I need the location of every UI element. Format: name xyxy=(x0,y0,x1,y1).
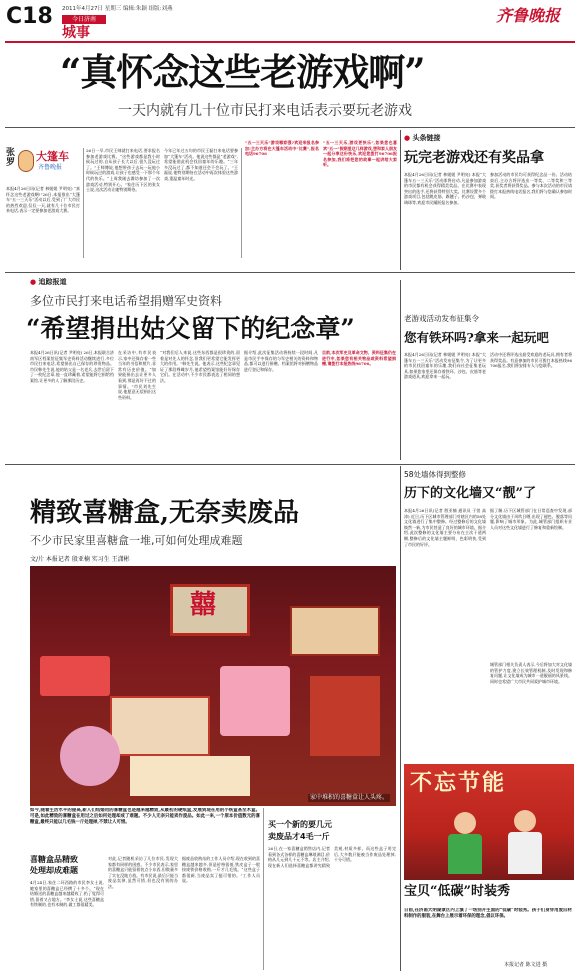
child-outfit-icon xyxy=(508,832,542,874)
lowcarbon-credit: 本报记者 陈文进 摄 xyxy=(504,962,548,968)
divider xyxy=(83,148,84,258)
date-line: 2011年4月27日 星期三 编辑:朱颖 组版:刘燕 xyxy=(62,6,173,12)
logo-title: 大篷车 xyxy=(36,150,69,163)
wall-col2: 据了解,历下区城管部门在日常巡查中发现,部分文化墙由于风吹日晒,出现了褪色、脱落等问题,影响了城市形象。为此,城管部门组织专业人员对这些文化墙进行了修复和重新绘制。 xyxy=(490,508,572,530)
candy-byline: 文/片 本报记者 殷亚楠 实习生 王潇彬 xyxy=(30,556,130,563)
divider xyxy=(400,130,401,270)
sidebar-top-kicker xyxy=(404,134,441,143)
child-outfit-icon xyxy=(448,834,482,874)
section-title: 城事 xyxy=(62,25,90,41)
candy-box-icon xyxy=(40,656,110,696)
relic-col4: 据介绍,此次征集活动将持续一段时间,凡是市民手中保存的与军史相关的资料和物品,都可以进行捐赠。档案馆将对捐赠物品进行登记和保存。 xyxy=(244,350,318,372)
lead-boxed-lead: “五一三天乐”游戏哪家强?欢迎来报名参加!主办方将在大篷车活动中“比赛”,报名电话96706 xyxy=(245,140,319,157)
lowcarbon-headline: 宝贝“低碳”时装秀 xyxy=(404,884,510,899)
divider xyxy=(241,148,242,258)
candy-box-icon xyxy=(60,726,120,786)
wall-kicker: 58处墙体得到整修 xyxy=(404,470,467,479)
poster-col2: 活动中还将评选出最受欢迎的老玩具,拥有者将获得奖品。有意参加的市民可拨打本报热线96706报名,我们将安排专人与您联系。 xyxy=(490,352,572,369)
divider xyxy=(5,272,575,273)
relic-hl: 目前,本次军史及革命文物、资料征集仍在进行中,如果您有相关物品或资料希望捐赠,请拨打本报热线96706。 xyxy=(322,350,396,367)
lowcarbon-sign: 不忘节能 xyxy=(410,770,507,796)
wall-col3: 城管部门相关负责人表示,今后将加大对文化墙的管护力度,建立长效管理机制,及时发现和修复问题,让文化墙成为城市一道靓丽的风景线。同时也希望广大市民共同爱护城市环境。 xyxy=(490,662,572,684)
divider xyxy=(400,280,401,460)
candy-photo-caption: 家中堆积的喜糖盒让人头疼。 xyxy=(309,794,388,801)
kicker-bullet-icon: ● xyxy=(404,134,411,142)
lead-subhead: 一天内就有几十位市民打来电话表示要玩老游戏 xyxy=(118,103,412,119)
child-figure-icon xyxy=(514,810,536,832)
relic-kicker xyxy=(30,278,67,287)
candy-col1: 4月24日,家住二环西路的市民李女士说,她家里的喜糖盒已经攒了十多个。“现在结婚送的喜糖盒越来越精致了,扔了觉得可惜,留着又占地方。”李女士说,这些喜糖盒有铁制的,也有木制的,做工都很精美。 xyxy=(30,880,104,908)
sidebar-top-col1: 本报4月26日讯(记者 林媛媛 尹明亮) 本报“大篷车五一三天乐”活动即将启动,凡是参加游戏的市民都有机会获得精美奖品。在比赛中表现突出的选手,还将获得特别大奖。比赛设置多个游戏项目,包括跳皮筋、踢毽子、扔沙包、弹玻璃球等,欢迎市民踊跃报名参加。 xyxy=(404,172,486,205)
lowcarbon-caption xyxy=(404,908,572,960)
candy-photo xyxy=(30,566,396,806)
lead-col1: 本报4月26日讯(记者 林媛媛 尹明亮) “真怀念这些老游戏啊!”26日,本报推出“大篷车”五一三天乐”活动以后,受到了广大市民的热烈欢迎,仅仅一天,就有几十位市民打来电话,表示一定要参加老游戏大赛。 xyxy=(6,186,80,214)
poster-col1: 本报4月26日讯(记者 林媛媛 尹明亮) 本报“大篷车五一三天乐”活动发布征集令,为了让更多的市民找回童年的乐趣,我们向社会征集老玩具,如果您家里还保存着铁环、沙包、皮筋等老游戏道具,欢迎拿来一起玩。 xyxy=(404,352,486,380)
lowcarbon-caption-text: 日前,在济南大明湖景区内上演了一场别开生面的“低碳”时装秀。孩子们身穿用废旧材料制作的服装,在舞台上展示着环保的理念,倡议环保。 xyxy=(404,908,572,919)
candy-box-icon xyxy=(310,676,380,756)
child-figure-icon xyxy=(454,812,476,834)
kicker-bullet-icon: ● xyxy=(30,278,37,286)
relic-headline: “希望捐出姑父留下的纪念章” xyxy=(26,314,355,343)
lead-rule xyxy=(5,127,575,128)
lead-col2b xyxy=(164,148,238,258)
relic-col2: “对我们后人来说,这些东西都是很珍贵的,留着是对先人的怀念,但我们更希望它能发挥更大的作用。”韩先生说。他表示,这些纪念章见证了那段峥嵘岁月,他希望档案馆能好好保存它们。在活动中,不少市民都表达了相同的想法。 xyxy=(160,350,240,383)
divider xyxy=(400,466,401,971)
relic-col3: 在采访中,有市民表示,家中还保存着一些当年的书信和照片,非常有历史价值。“如果能捐出去让更多人看到,那是再好不过的事情。”市民刘先生说,他愿意无偿捐出这些资料。 xyxy=(118,350,156,400)
candy-box-icon xyxy=(110,696,210,756)
section-tag: 今日济南 xyxy=(62,15,106,24)
lowcarbon-photo xyxy=(404,764,574,880)
wall-headline: 历下的文化墙又“靓”了 xyxy=(404,486,536,501)
lead-col4 xyxy=(323,140,397,260)
candy-box-icon xyxy=(130,756,250,796)
candy-col4: 26日,在一家喜糖盒销售店内,记者看到各式各样的喜糖盒琳琅满目,价格从几元到几十元不等。店主介绍,现在新人们选择喜糖盒都讲究精致美观,材质多样。而这些盒子用完后,大多数只能被当作废品处理掉,十分可惜。 xyxy=(268,846,396,868)
candy-col2: 对此,记者随机采访了几位市民,发现大家都有同样的困惑。不少市民表示,家里的喜糖盒只能留着装点小东西,但数量多了实在没地方放。有市民说,最后只能当废品卖掉,虽然可惜,但也没有别的办法。 xyxy=(108,856,178,889)
sidebar-top-col2: 参加活动的市民均可获得纪念品一份。活动结束后,主办方将评选出一等奖、二等奖和三等奖,获奖者将获得奖品。参与本次活动的市民请拨打本报热线电话报名,我们将与您确认参加时间。 xyxy=(490,172,572,200)
candy-subhead: 不少市民家里喜糖盒一堆,可如何处理成难题 xyxy=(30,534,243,547)
divider xyxy=(5,464,575,465)
candy-sub-headline2: 卖废品才4毛一斤 xyxy=(268,832,330,841)
candy-headline: 精致喜糖盒,无奈卖废品 xyxy=(30,498,300,528)
candy-col3: 据废品收购站的工作人员介绍,现在收到的喜糖盒越来越多,但是价格很低,铁皮盒子一般按废铁价格收购,一斤才几毛钱。“这些盒子都很新,当废品卖了挺可惜的。”工作人员说。 xyxy=(182,856,260,884)
relic-subhead: 多位市民打来电话希望捐赠军史资料 xyxy=(30,294,223,308)
poster-headline: 您有铁环吗?拿来一起玩吧 xyxy=(404,330,549,345)
header-rule xyxy=(5,41,575,43)
candy-box-icon xyxy=(290,606,380,656)
relic-kicker-text: 追踪报道 xyxy=(38,278,67,286)
sidebar-top-headline: 玩完老游戏还有奖品拿 xyxy=(404,150,544,166)
candy-box-icon xyxy=(220,666,290,736)
lead-headline: “真怀念这些老游戏啊” xyxy=(60,50,425,94)
dapengche-logo xyxy=(6,148,76,182)
lead-boxed-rest: “五一三天乐,游戏更快乐”,如果您也喜欢“五一”假期里这几样游戏,想和家人朋友一起分享这份快乐,欢迎您拨打96706报名参加,我们将把您的故事一起讲给大家听。 xyxy=(323,140,397,168)
lead-col2b-text: 今年已年过五旬的市民王磊打来电话要参加“大篷车”活动。他说这些都是“老游戏”,希望能借此机会找回童年的乐趣。“三年多没玩过了,都不知道还会不会玩了。”王磊说,他特别期待在活动中再次体验这些游戏,重温童年时光。 xyxy=(164,148,238,181)
candy-sub1: 喜糖盒品精致 xyxy=(30,855,78,864)
relic-col1: 本报4月26日讯(记者 尹明亮) 26日,本报联合济南军区档案馆征集军史资料活动继续进行,多位市民打来电话,希望捐出自己保存的珍贵物品。市民韩先生说,他的姑父是一名老兵,去世后留下了一枚纪念章,他一直珍藏着,希望能将它捐给档案馆,让更多的人了解那段历史。 xyxy=(30,350,114,383)
lead-col2: 26日一早,市民王帅就打来电话,要求报名参加老游戏比赛。“这些游戏都是我小时候玩过的,自从孩子长大以后,很久没玩过了。”王师傅说,他想带孩子去玩一玩他小时候玩过的游戏,让孩子也感受一下那个年代的快乐。“上周我刚去潍坊参加了一次游戏活动,特别开心。”家住历下区的张女士说,这次活动让她特别期待。 xyxy=(86,148,160,193)
poster-kicker: 老游戏活动发布征集令 xyxy=(404,314,479,323)
page-code: C18 xyxy=(6,4,53,29)
candy-sub2: 处理却成难题 xyxy=(30,866,78,875)
divider xyxy=(263,808,264,970)
sidebar-top-kicker-text: 头条链接 xyxy=(412,134,441,142)
logo-sub: 齐鲁晚报 xyxy=(38,164,63,171)
wall-col1: 本报4月26日讯(记者 殷亚楠 通讯员 于萱 高涛) 近日,历下区城市管理部门对辖区内的58处文化墙进行了集中整修。经过整修后的文化墙焕然一新,为市民营造了良好的城市环境。据介绍,此次整修的文化墙主要分布在主次干道两侧,整修后的文化墙主题鲜明、色彩明快,受到了市民的好评。 xyxy=(404,508,486,547)
logo-face-icon xyxy=(18,150,34,172)
double-happiness-icon: 囍 xyxy=(190,590,217,620)
brand-logo: 齐鲁晚报 xyxy=(496,6,561,25)
candy-caption-box: 如今,随着生活水平的提高,新人们结婚用的喜糖盒也是越来越精致,从最初的硬纸盒,发展到现在用的小铁盒甚至木盒。可是,如此精致的喜糖盒在用过之后如何处理却成了难题。不少人无奈只能卖作废品。如此一来,一个原本价值数元的喜糖盒,最终只能以几毛钱一斤处理掉,不禁让人可惜。 xyxy=(30,808,260,825)
logo-side-text: 张罗 xyxy=(6,148,16,168)
candy-sub-headline: 买一个新的要几元 xyxy=(268,820,332,829)
lead-col3 xyxy=(245,140,319,260)
relic-col5 xyxy=(322,350,396,456)
